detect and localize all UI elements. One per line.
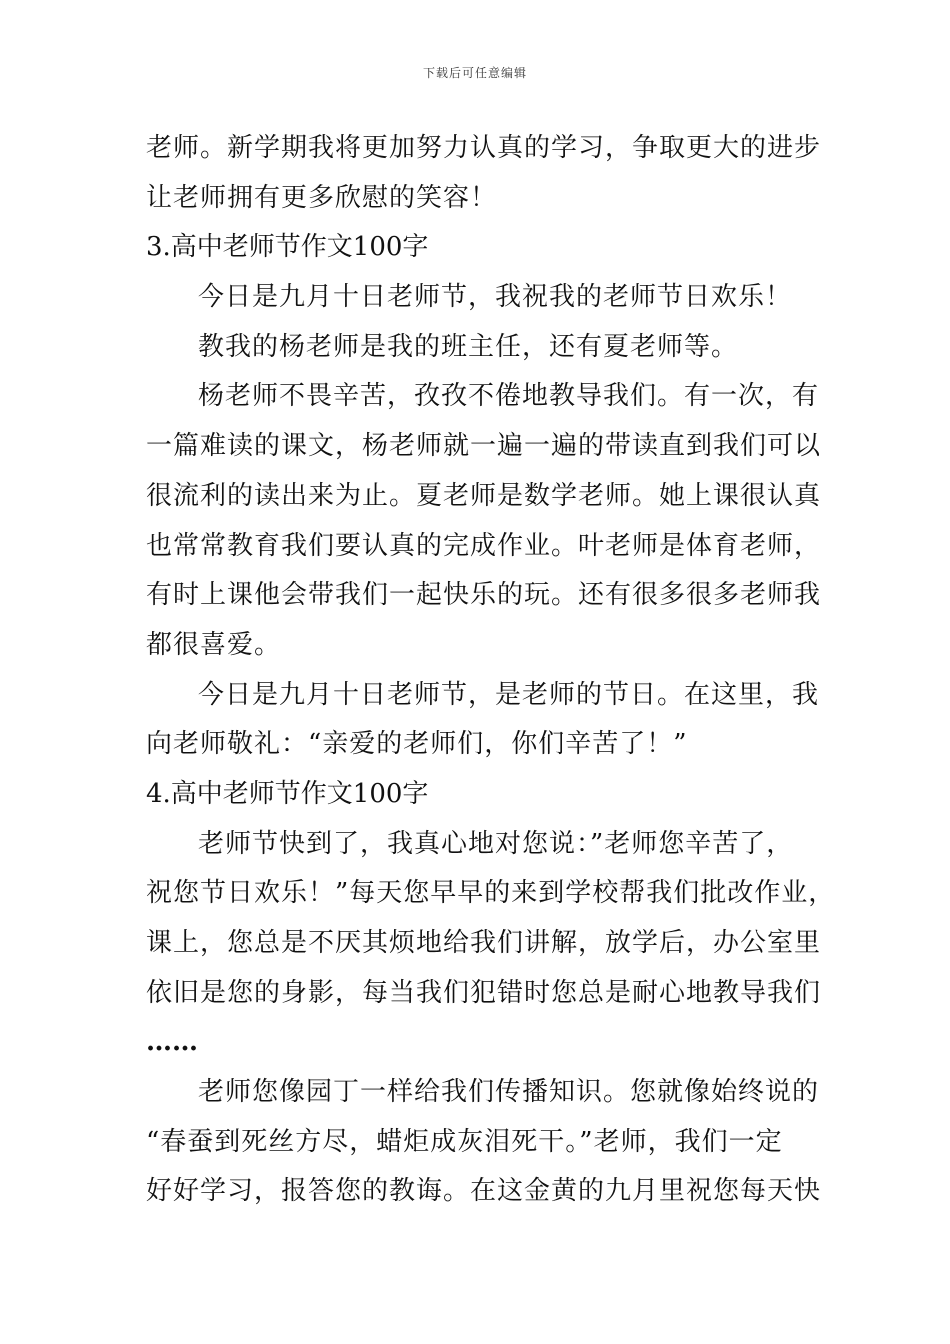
text-line: 教我的杨老师是我的班主任，还有夏老师等。 (198, 331, 739, 362)
text-line: …… (146, 1027, 198, 1058)
text-line: 依旧是您的身影，每当我们犯错时您总是耐心地教导我们 (146, 977, 822, 1008)
section-heading: 4.高中老师节作文100字 (146, 778, 429, 809)
text-line: “春蚕到死丝方尽，蜡炬成灰泪死干。”老师，我们一定 (146, 1126, 783, 1157)
text-line: 向老师敬礼：“亲爱的老师们，你们辛苦了！” (146, 729, 688, 760)
section-heading: 3.高中老师节作文100字 (146, 232, 429, 263)
text-line: 好好学习，报答您的教诲。在这金黄的九月里祝您每天快 (146, 1176, 822, 1207)
page-header: 下载后可任意编辑 (422, 66, 527, 80)
text-line: 祝您节日欢乐！”每天您早早的来到学校帮我们批改作业， (146, 878, 836, 909)
text-line: 很流利的读出来为止。夏老师是数学老师。她上课很认真 (146, 480, 822, 511)
text-line: 也常常教育我们要认真的完成作业。叶老师是体育老师， (146, 530, 822, 561)
text-line: 老师节快到了，我真心地对您说：”老师您辛苦了， (198, 828, 794, 859)
text-line: 让老师拥有更多欣慰的笑容！ (146, 182, 498, 213)
text-line: 老师。新学期我将更加努力认真的学习，争取更大的进步 (146, 133, 822, 163)
text-line: 今日是九月十日老师节，我祝我的老师节日欢乐！ (198, 282, 793, 313)
document-body (146, 124, 836, 1217)
text-line: 今日是九月十日老师节，是老师的节日。在这里，我 (198, 679, 820, 710)
text-line: 一篇难读的课文，杨老师就一遍一遍的带读直到我们可以 (146, 431, 822, 462)
text-line: 都很喜爱。 (146, 629, 282, 660)
text-line: 课上，您总是不厌其烦地给我们讲解，放学后，办公室里 (146, 928, 822, 958)
text-line: 有时上课他会带我们一起快乐的玩。还有很多很多老师我 (146, 580, 822, 611)
text-line: 老师您像园丁一样给我们传播知识。您就像始终说的 (198, 1077, 820, 1108)
text-line: 杨老师不畏辛苦，孜孜不倦地教导我们。有一次，有 (198, 381, 820, 412)
